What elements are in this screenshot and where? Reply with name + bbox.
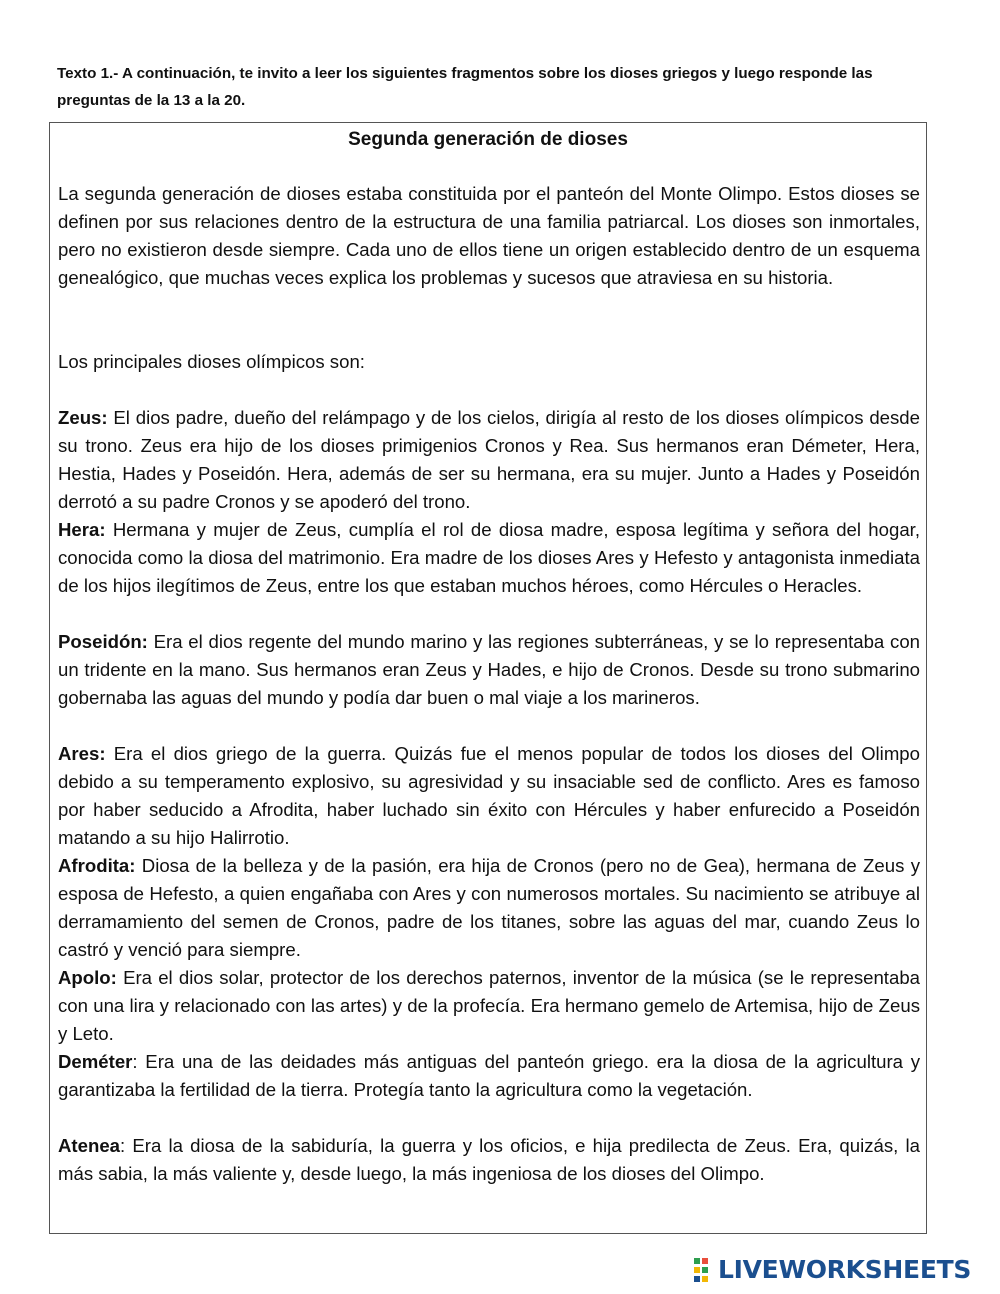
god-description: Hermana y mujer de Zeus, cumplía el rol de diosa madre, esposa legítima y señora del hogar, conocida como la diosa del matrimonio. Era madre de los dioses Ares y Hefesto y antagonista inmediata de los hijos ilegítimos de Zeus, entre los que estaban muchos héroes, como Hércules o Heracles. — [58, 519, 920, 596]
god-description: : Era la diosa de la sabiduría, la guerra y los oficios, e hija predilecta de Zeus. Era, quizás, la más sabia, la más valiente y, desde luego, la más ingeniosa de los dioses del Olimpo. — [58, 1135, 920, 1184]
god-entry-poseidon — [58, 628, 920, 712]
god-entry-demeter — [58, 1048, 920, 1104]
god-description: El dios padre, dueño del relámpago y de los cielos, dirigía al resto de los dioses olímpicos desde su trono. Zeus era hijo de los dioses primigenios Cronos y Rea. Sus hermanos eran Démeter, Hera, Hestia, Hades y Poseidón. Hera, además de ser su hermana, era su mujer. Junto a Hades y Poseidón derrotó a su padre Cronos y se apoderó del trono. — [58, 407, 920, 512]
god-name: Zeus: — [58, 407, 108, 428]
logo-text: LIVEWORKSHEETS — [718, 1255, 972, 1284]
paragraph-list-intro: Los principales dioses olímpicos son: — [58, 351, 365, 372]
god-description: Era el dios solar, protector de los derechos paternos, inventor de la música (se le representaba con una lira y relacionado con las artes) y de la profecía. Era hermano gemelo de Artemisa, hijo de Zeus y Leto. — [58, 967, 920, 1044]
god-name: Atenea — [58, 1135, 121, 1156]
god-entry-atenea — [58, 1132, 920, 1188]
god-description: Era el dios regente del mundo marino y las regiones subterráneas, y se lo representaba con un tridente en la mano. Sus hermanos eran Zeus y Hades, e hijo de Cronos. Desde su trono submarino gobernaba las aguas del mundo y podía dar buen o mal viaje a los marineros. — [58, 631, 920, 708]
god-entry-ares — [58, 740, 920, 852]
god-entry-hera — [58, 516, 920, 600]
god-name: Hera: — [58, 519, 106, 540]
god-entry-zeus — [58, 404, 920, 516]
god-name: Afrodita: — [58, 855, 136, 876]
paragraph-intro: La segunda generación de dioses estaba constituida por el panteón del Monte Olimpo. Estos dioses se definen por sus relaciones dentro de la estructura de una familia patriarcal. Los dioses son inmortales, pero no existieron desde siempre. Cada uno de ellos tiene un origen establecido dentro de un esquema genealógico, que muchas veces explica los problemas y sucesos que atraviesa en su historia. — [58, 183, 920, 288]
intro-text: Texto 1.- A continuación, te invito a leer los siguientes fragmentos sobre los dioses griegos y luego responde las preguntas de la 13 a la 20. — [57, 65, 873, 109]
box-title: Segunda generación de dioses — [348, 129, 628, 150]
text-box — [49, 122, 927, 1234]
god-name: Poseidón: — [58, 631, 148, 652]
god-entry-afrodita — [58, 852, 920, 964]
god-description: : Era una de las deidades más antiguas del panteón griego. era la diosa de la agricultura y garantizaba la fertilidad de la tierra. Protegía tanto la agricultura como la vegetación. — [58, 1051, 920, 1100]
god-description: Era el dios griego de la guerra. Quizás fue el menos popular de todos los dioses del Olimpo debido a su temperamento explosivo, su agresividad y su insaciable sed de conflicto. Ares es famoso por haber seducido a Afrodita, haber luchado sin éxito con Hércules y haber enfurecido a Poseidón matando a su hijo Halirrotio. — [58, 743, 920, 848]
god-name: Ares: — [58, 743, 106, 764]
god-name: Deméter — [58, 1051, 133, 1072]
liveworksheets-logo-icon — [694, 1258, 716, 1282]
god-description: Diosa de la belleza y de la pasión, era hija de Cronos (pero no de Gea), hermana de Zeus y esposa de Hefesto, a quien engañaba con Ares y con numerosos mortales. Su nacimiento se atribuye al derramamiento del semen de Cronos, padre de los titanes, sobre las aguas del mar, cuando Zeus lo castró y venció para siempre. — [58, 855, 920, 960]
liveworksheets-logo[interactable] — [694, 1255, 971, 1285]
god-name: Apolo: — [58, 967, 117, 988]
god-entry-apolo — [58, 964, 920, 1048]
